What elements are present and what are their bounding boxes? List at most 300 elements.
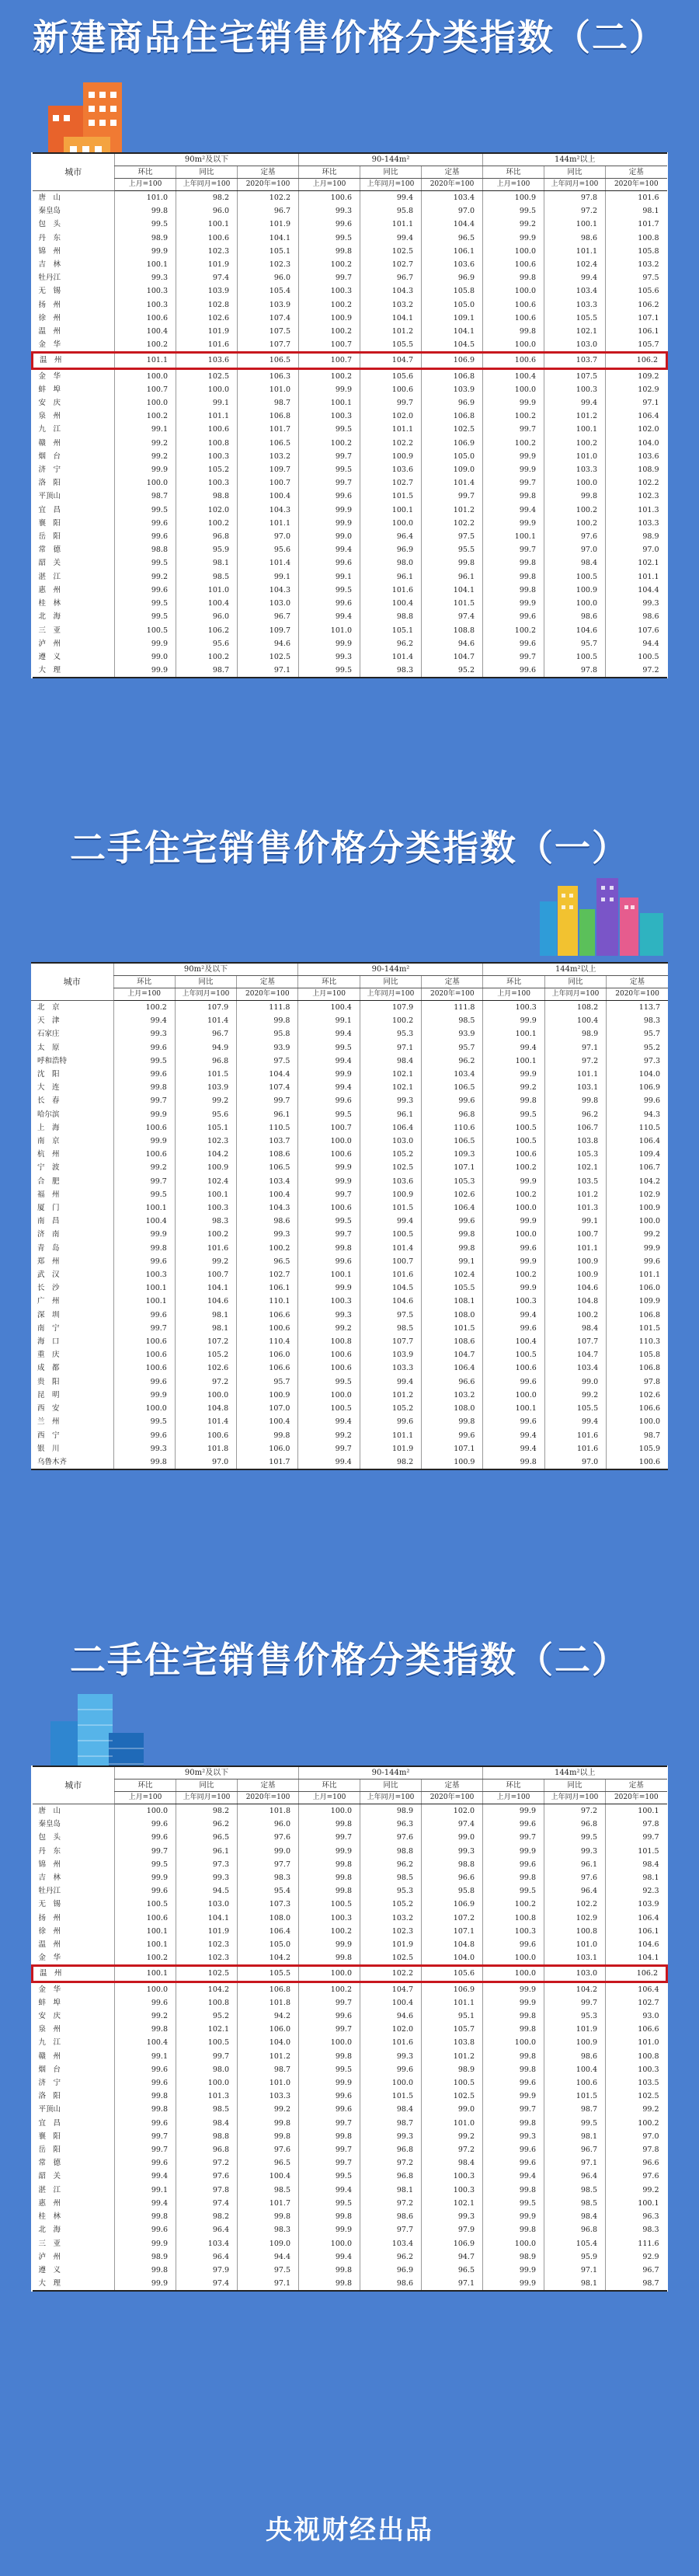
index-value: 99.8 <box>483 271 544 284</box>
city-name: 贵 阳 <box>37 1377 60 1386</box>
city-name: 烟 台 <box>38 2065 61 2074</box>
index-value: 97.4 <box>422 1818 483 1831</box>
index-value: 100.6 <box>113 1335 175 1348</box>
base-header: 上月=100 <box>299 179 360 191</box>
index-value: 99.6 <box>360 1415 421 1428</box>
index-value: 102.1 <box>606 556 667 570</box>
index-value: 98.5 <box>544 2197 606 2210</box>
column-header: 同比 <box>360 1779 422 1792</box>
index-value: 95.3 <box>360 1884 422 1898</box>
index-value: 100.5 <box>176 2036 238 2049</box>
index-value: 102.0 <box>422 1804 483 1818</box>
index-value: 101.1 <box>360 423 422 436</box>
city-name: 金 华 <box>38 340 61 350</box>
index-value: 101.7 <box>238 423 299 436</box>
index-value: 103.7 <box>544 353 606 368</box>
city-name: 吉 林 <box>38 1874 61 1883</box>
index-value: 99.0 <box>238 1845 299 1858</box>
index-value: 102.1 <box>544 325 606 338</box>
index-value: 99.5 <box>113 1188 175 1201</box>
index-value: 105.8 <box>606 245 667 258</box>
index-value: 99.7 <box>299 476 360 490</box>
index-value: 107.4 <box>237 1081 298 1094</box>
index-value: 106.3 <box>238 368 299 383</box>
index-value: 101.6 <box>360 584 422 597</box>
index-value: 104.7 <box>360 353 422 368</box>
index-value: 109.7 <box>238 463 299 476</box>
index-value: 97.6 <box>606 2170 667 2183</box>
index-value: 99.9 <box>115 637 176 650</box>
index-value: 99.6 <box>483 2156 544 2170</box>
column-header: 环比 <box>299 1779 360 1792</box>
index-value: 98.2 <box>176 1804 238 1818</box>
index-value: 99.9 <box>483 1014 544 1027</box>
index-value: 101.1 <box>544 1068 606 1081</box>
table-row <box>31 1389 668 1402</box>
index-value: 100.0 <box>115 1804 176 1818</box>
index-value: 100.3 <box>483 1925 544 1938</box>
highlighted-row <box>33 353 667 368</box>
table-row <box>31 1268 668 1281</box>
index-value: 99.4 <box>544 271 606 284</box>
index-value: 100.0 <box>544 476 606 490</box>
column-header: 定基 <box>606 166 667 179</box>
city-name: 徐 州 <box>38 313 61 322</box>
index-value: 99.6 <box>299 218 360 231</box>
index-value: 98.4 <box>544 556 606 570</box>
index-value: 104.2 <box>238 1951 299 1966</box>
index-value: 106.8 <box>607 1361 668 1375</box>
index-value: 99.6 <box>115 2076 176 2090</box>
index-value: 96.0 <box>176 204 238 218</box>
index-value: 102.6 <box>176 312 238 325</box>
index-value: 96.0 <box>238 271 299 284</box>
index-value: 99.7 <box>299 2117 360 2130</box>
table-row <box>33 664 667 678</box>
index-value: 101.6 <box>176 338 238 353</box>
city-name: 济 宁 <box>38 465 61 475</box>
index-value: 100.5 <box>360 1228 421 1241</box>
table-row <box>33 2170 667 2183</box>
index-value: 102.4 <box>175 1175 236 1188</box>
base-header: 上年同月=100 <box>176 179 238 191</box>
city-name: 泉 州 <box>38 412 61 421</box>
index-value: 98.7 <box>606 2277 667 2291</box>
index-value: 98.9 <box>115 232 176 245</box>
index-value: 101.1 <box>544 1242 606 1255</box>
index-value: 104.0 <box>607 1068 668 1081</box>
index-value: 102.2 <box>360 437 422 450</box>
index-value: 99.8 <box>544 490 606 503</box>
index-value: 100.6 <box>298 1201 360 1215</box>
index-value: 104.1 <box>175 1281 236 1295</box>
index-value: 100.5 <box>115 624 176 637</box>
index-value: 104.2 <box>544 1982 606 1996</box>
index-value: 105.2 <box>360 1898 422 1911</box>
index-value: 97.8 <box>607 1375 668 1389</box>
index-value: 96.2 <box>360 2250 422 2264</box>
index-value: 100.2 <box>175 1228 236 1241</box>
index-value: 99.8 <box>483 1871 544 1884</box>
index-value: 100.0 <box>483 284 544 298</box>
index-value: 107.4 <box>238 312 299 325</box>
index-value: 100.9 <box>544 1268 606 1281</box>
index-value: 100.9 <box>607 1201 668 1215</box>
city-name: 南 京 <box>37 1137 60 1146</box>
table-row <box>33 410 667 423</box>
index-value: 97.6 <box>544 530 606 543</box>
table-row <box>33 312 667 325</box>
index-value: 101.0 <box>606 2036 667 2049</box>
index-value: 94.2 <box>238 2010 299 2023</box>
city-name: 安 庆 <box>38 2012 61 2021</box>
index-value: 99.6 <box>298 1255 360 1268</box>
index-value: 100.0 <box>483 338 544 353</box>
city-name: 唐 山 <box>38 1807 61 1815</box>
base-header: 2020年=100 <box>606 179 667 191</box>
index-value: 99.8 <box>299 2130 360 2143</box>
index-value: 104.5 <box>422 338 483 353</box>
index-value: 97.1 <box>360 1041 421 1054</box>
index-value: 104.7 <box>360 1982 422 1996</box>
city-name: 天 津 <box>37 1016 60 1026</box>
index-value: 100.4 <box>238 490 299 503</box>
index-value: 100.1 <box>298 1268 360 1281</box>
table-row <box>33 584 667 597</box>
index-value: 99.3 <box>115 271 176 284</box>
city-name: 泸 州 <box>38 639 61 648</box>
index-value: 100.0 <box>115 476 176 490</box>
index-value: 96.7 <box>606 2264 667 2277</box>
index-value: 99.1 <box>544 1215 606 1228</box>
index-value: 100.2 <box>483 437 544 450</box>
table-row <box>33 2023 667 2036</box>
index-value: 99.8 <box>238 2117 299 2130</box>
index-value: 98.1 <box>175 1322 236 1335</box>
index-value: 99.7 <box>299 1831 360 1844</box>
city-name: 常 德 <box>38 546 61 555</box>
index-value: 96.4 <box>544 2170 606 2183</box>
column-header: 同比 <box>175 976 236 988</box>
index-value: 105.5 <box>422 1281 483 1295</box>
index-value: 96.7 <box>175 1027 236 1041</box>
index-value: 107.9 <box>175 1001 236 1015</box>
index-value: 98.1 <box>175 1309 236 1322</box>
city-name: 韶 关 <box>38 2172 61 2181</box>
column-header: 环比 <box>483 166 544 179</box>
table-row <box>31 1415 668 1428</box>
table-row <box>31 1242 668 1255</box>
index-value: 100.6 <box>113 1148 175 1161</box>
index-value: 104.4 <box>237 1068 298 1081</box>
index-value: 110.1 <box>237 1295 298 1308</box>
base-header: 2020年=100 <box>606 1792 667 1804</box>
index-value: 101.2 <box>238 2050 299 2063</box>
index-value: 99.9 <box>483 1982 544 1996</box>
index-value: 99.6 <box>483 1938 544 1951</box>
index-value: 99.8 <box>483 2223 544 2236</box>
index-value: 99.9 <box>483 1281 544 1295</box>
table-row <box>33 2076 667 2090</box>
index-value: 99.7 <box>360 396 422 410</box>
index-value: 104.2 <box>176 1982 238 1996</box>
index-value: 101.5 <box>360 1201 421 1215</box>
index-value: 100.0 <box>483 245 544 258</box>
index-value: 95.1 <box>422 2010 483 2023</box>
index-value: 106.4 <box>422 1201 483 1215</box>
index-value: 106.2 <box>606 298 667 312</box>
index-value: 101.4 <box>175 1014 236 1027</box>
index-value: 97.0 <box>175 1455 236 1469</box>
index-value: 103.2 <box>238 450 299 463</box>
index-value: 105.1 <box>360 624 422 637</box>
index-value: 98.0 <box>360 556 422 570</box>
index-value: 95.5 <box>422 543 483 556</box>
index-value: 103.2 <box>422 1389 483 1402</box>
city-name: 扬 州 <box>38 1913 61 1922</box>
index-value: 106.9 <box>422 1982 483 1996</box>
index-value: 99.7 <box>299 1996 360 2010</box>
index-value: 102.5 <box>360 245 422 258</box>
table-row <box>33 1996 667 2010</box>
index-value: 99.5 <box>483 1884 544 1898</box>
index-value: 105.5 <box>360 338 422 353</box>
base-header: 上年同月=100 <box>176 1792 238 1804</box>
index-value: 97.1 <box>606 396 667 410</box>
index-value: 96.6 <box>606 2156 667 2170</box>
index-value: 95.8 <box>237 1027 298 1041</box>
index-value: 96.6 <box>422 1375 483 1389</box>
city-name: 无 锡 <box>38 1900 61 1909</box>
city-name: 北 海 <box>38 612 61 622</box>
index-value: 99.1 <box>298 1014 360 1027</box>
column-header: 定基 <box>606 1779 667 1792</box>
index-value: 102.5 <box>422 2090 483 2103</box>
index-value: 99.2 <box>298 1322 360 1335</box>
area-group-header: 90-144m² <box>299 153 483 166</box>
index-value: 99.8 <box>299 1858 360 1871</box>
index-value: 102.5 <box>176 368 238 383</box>
index-value: 99.4 <box>113 1014 175 1027</box>
index-value: 104.7 <box>544 1348 606 1361</box>
city-name: 合 肥 <box>37 1176 60 1186</box>
index-value: 92.9 <box>606 2250 667 2264</box>
city-name: 青 岛 <box>37 1243 60 1253</box>
city-name: 泉 州 <box>38 2025 61 2034</box>
city-name: 洛 阳 <box>38 479 61 488</box>
index-value: 103.4 <box>237 1175 298 1188</box>
table-row <box>33 2277 667 2291</box>
table-row <box>33 490 667 503</box>
index-value: 98.8 <box>115 543 176 556</box>
table-row <box>33 232 667 245</box>
index-value: 97.2 <box>544 1054 606 1068</box>
table-row <box>31 1361 668 1375</box>
city-name: 广 州 <box>37 1297 60 1306</box>
index-value: 100.5 <box>544 570 606 584</box>
index-value: 99.0 <box>422 1831 483 1844</box>
city-name: 丹 东 <box>38 1846 61 1856</box>
city-name: 温 州 <box>33 1966 115 1982</box>
index-value: 98.8 <box>360 610 422 623</box>
index-value: 106.5 <box>237 1161 298 1174</box>
index-value: 102.9 <box>607 1188 668 1201</box>
index-value: 99.9 <box>483 1175 544 1188</box>
city-name: 呼和浩特 <box>37 1056 68 1065</box>
city-name: 金 华 <box>38 1954 61 1963</box>
index-value: 100.7 <box>299 353 360 368</box>
index-value: 99.2 <box>606 2184 667 2197</box>
city-name: 长 沙 <box>37 1284 60 1293</box>
index-value: 99.9 <box>483 396 544 410</box>
index-value: 103.1 <box>544 1081 606 1094</box>
table-row <box>33 396 667 410</box>
index-value: 100.6 <box>483 1148 544 1161</box>
index-value: 100.4 <box>238 2170 299 2183</box>
index-value: 100.3 <box>176 476 238 490</box>
table-row <box>33 543 667 556</box>
index-value: 96.7 <box>360 271 422 284</box>
index-value: 100.6 <box>298 1361 360 1375</box>
city-name: 牡丹江 <box>38 1887 61 1896</box>
index-value: 96.3 <box>360 1818 422 1831</box>
index-value: 99.9 <box>299 504 360 517</box>
index-value: 98.1 <box>176 556 238 570</box>
table-row <box>33 338 667 353</box>
index-value: 99.8 <box>483 556 544 570</box>
index-value: 99.6 <box>422 1094 483 1107</box>
index-value: 101.1 <box>360 218 422 231</box>
city-name: 包 头 <box>38 220 61 229</box>
city-name: 泸 州 <box>38 2252 61 2261</box>
index-value: 99.6 <box>299 2103 360 2116</box>
index-value: 106.0 <box>237 1442 298 1455</box>
index-value: 101.1 <box>360 1429 421 1442</box>
index-value: 99.6 <box>299 2090 360 2103</box>
index-value: 99.3 <box>422 2210 483 2223</box>
city-name: 湛 江 <box>38 572 61 581</box>
index-value: 103.6 <box>606 450 667 463</box>
index-value: 99.8 <box>483 1094 544 1107</box>
index-value: 99.3 <box>113 1027 175 1041</box>
index-value: 100.4 <box>113 1215 175 1228</box>
index-value: 104.3 <box>237 1201 298 1215</box>
index-value: 97.0 <box>544 1455 606 1469</box>
index-value: 100.0 <box>483 1951 544 1966</box>
index-value: 106.7 <box>544 1121 606 1135</box>
table-row <box>33 1925 667 1938</box>
index-value: 103.3 <box>606 517 667 530</box>
index-value: 99.8 <box>298 1242 360 1255</box>
index-value: 102.2 <box>238 191 299 205</box>
index-value: 102.1 <box>544 1161 606 1174</box>
index-value: 100.0 <box>483 383 544 396</box>
index-value: 99.7 <box>298 1188 360 1201</box>
index-value: 100.0 <box>360 2076 422 2090</box>
index-value: 110.4 <box>237 1335 298 1348</box>
index-value: 100.2 <box>544 517 606 530</box>
column-header: 定基 <box>607 976 668 988</box>
index-value: 106.0 <box>237 1348 298 1361</box>
city-name: 大 连 <box>37 1083 60 1093</box>
index-value: 102.5 <box>422 423 483 436</box>
city-name: 岳 阳 <box>38 532 61 542</box>
index-value: 96.7 <box>238 204 299 218</box>
index-value: 105.2 <box>360 1148 421 1161</box>
index-value: 100.1 <box>483 530 544 543</box>
index-value: 108.1 <box>422 1295 483 1308</box>
index-value: 96.4 <box>544 1884 606 1898</box>
city-name: 包 头 <box>38 1833 61 1842</box>
index-value: 99.7 <box>115 2130 176 2143</box>
index-value: 99.6 <box>115 517 176 530</box>
index-value: 99.8 <box>422 1242 483 1255</box>
index-value: 99.9 <box>115 245 176 258</box>
index-value: 105.8 <box>607 1348 668 1361</box>
index-value: 100.9 <box>483 191 544 205</box>
index-value: 101.0 <box>422 2117 483 2130</box>
city-name: 石家庄 <box>37 1030 60 1039</box>
index-value: 103.4 <box>544 1361 606 1375</box>
city-name: 遵 义 <box>38 2265 61 2274</box>
index-value: 101.6 <box>360 2036 422 2049</box>
index-value: 102.3 <box>606 490 667 503</box>
city-name: 无 锡 <box>38 287 61 296</box>
city-name: 金 华 <box>38 1985 61 1994</box>
index-value: 99.5 <box>544 2117 606 2130</box>
index-value: 109.7 <box>238 624 299 637</box>
index-value: 100.6 <box>360 383 422 396</box>
index-value: 100.9 <box>299 312 360 325</box>
index-value: 99.9 <box>607 1242 668 1255</box>
index-value: 98.5 <box>176 2103 238 2116</box>
table-row <box>33 2250 667 2264</box>
index-value: 96.9 <box>360 543 422 556</box>
index-value: 100.8 <box>176 437 238 450</box>
table-row <box>31 1094 668 1107</box>
index-value: 99.9 <box>483 1255 544 1268</box>
index-value: 100.0 <box>113 1402 175 1415</box>
index-value: 99.9 <box>483 597 544 610</box>
index-value: 106.4 <box>606 1912 667 1925</box>
index-value: 99.6 <box>115 530 176 543</box>
index-value: 107.3 <box>238 1898 299 1911</box>
index-value: 101.8 <box>238 1996 299 2010</box>
index-value: 98.6 <box>544 2050 606 2063</box>
index-value: 100.0 <box>483 2036 544 2049</box>
index-value: 104.1 <box>238 232 299 245</box>
column-header: 同比 <box>544 166 606 179</box>
city-name: 蚌 埠 <box>38 385 61 394</box>
index-value: 102.3 <box>176 245 238 258</box>
city-name: 上 海 <box>37 1123 60 1132</box>
index-value: 102.7 <box>606 1996 667 2010</box>
index-value: 107.1 <box>422 1925 483 1938</box>
index-value: 98.3 <box>175 1215 236 1228</box>
index-value: 106.6 <box>607 1402 668 1415</box>
index-value: 100.4 <box>483 1335 544 1348</box>
index-value: 98.7 <box>360 2117 422 2130</box>
index-value: 100.0 <box>299 2036 360 2049</box>
index-value: 99.9 <box>483 2264 544 2277</box>
index-value: 101.1 <box>544 245 606 258</box>
city-name: 北 京 <box>37 1003 60 1012</box>
index-value: 100.1 <box>360 504 422 517</box>
index-value: 101.0 <box>299 624 360 637</box>
area-group-header: 144m²以上 <box>483 1766 667 1779</box>
index-value: 97.5 <box>360 1309 421 1322</box>
table-row <box>33 271 667 284</box>
